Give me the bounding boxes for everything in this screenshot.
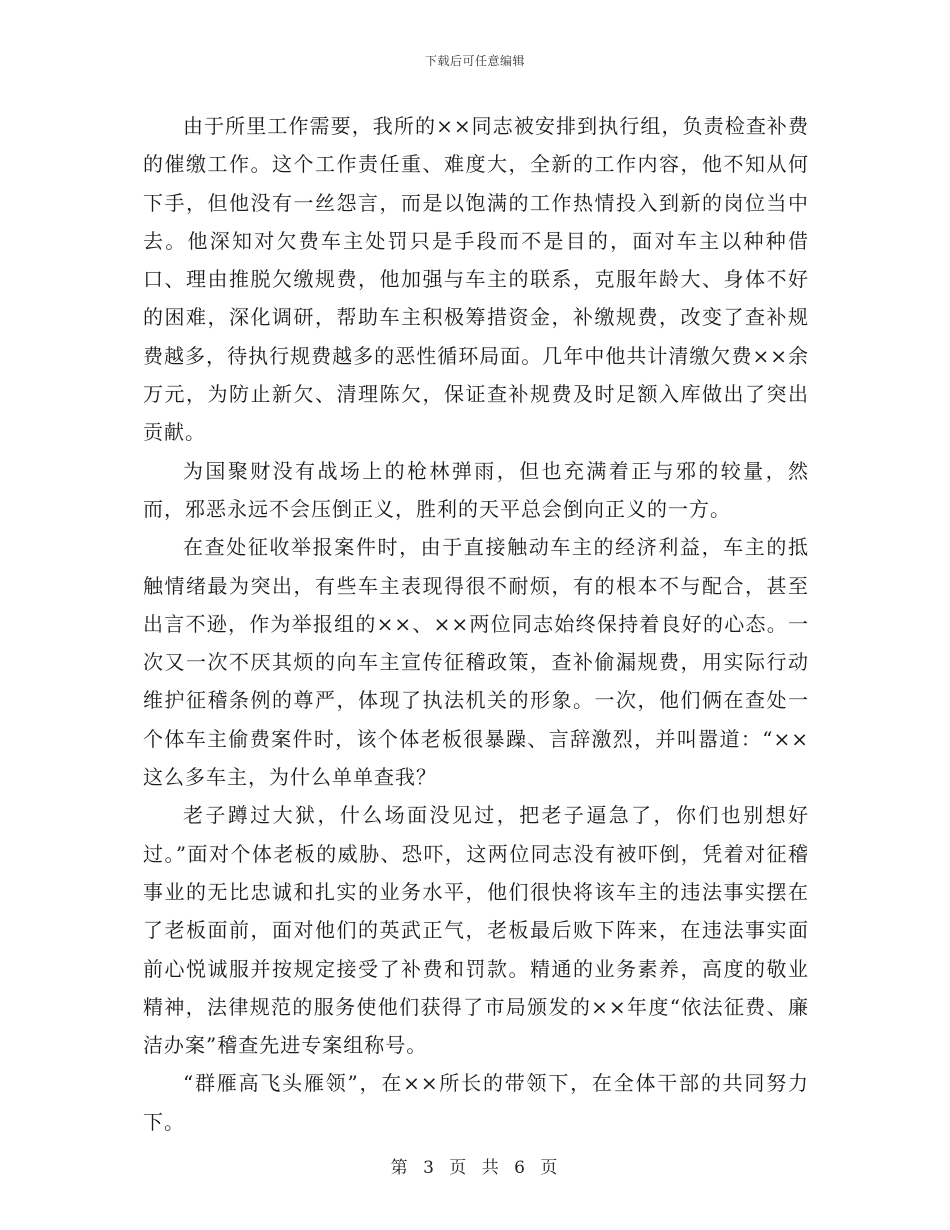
paragraph-1: 由于所里工作需要，我所的××同志被安排到执行组，负责检查补费的催缴工作。这个工作责任重、难度大，全新的工作内容，他不知从何下手，但他没有一丝怨言，而是以饱满的工作热情投入到新的岗位当中去。他深知对欠费车主处罚只是手段而不是目的，面对车主以种种借口、理由推脱欠缴规费，他加强与车主的联系，克服年龄大、身体不好的困难，深化调研，帮助车主积极筹措资金，补缴规费，改变了查补规费越多，待执行规费越多的恶性循环局面。几年中他共计清缴欠费××余万元，为防止新欠、清理陈欠，保证查补规费及时足额入库做出了突出贡献。	[143, 114, 809, 445]
footer-current-page: 3	[423, 1158, 436, 1178]
page-header: 下载后可任意编辑	[424, 54, 525, 68]
paragraph-4: 老子蹲过大狱，什么场面没见过，把老子逼急了，你们也别想好过。”面对个体老板的威胁、恐吓，这两位同志没有被吓倒，凭着对征稽事业的无比忠诚和扎实的业务水平，他们很快将该车主的违法事实摆在了老板面前，面对他们的英武正气，老板最后败下阵来，在违法事实面前心悦诚服并按规定接受了补费和罚款。精通的业务素养，高度的敬业精神，法律规范的服务使他们获得了市局颁发的××年度“依法征费、廉洁办案”稽查先进专案组称号。	[143, 803, 809, 1058]
footer-total-word: 共	[481, 1158, 501, 1178]
paragraph-3: 在查处征收举报案件时，由于直接触动车主的经济利益，车主的抵触情绪最为突出，有些车主表现得很不耐烦，有的根本不与配合，甚至出言不逊，作为举报组的××、××两位同志始终保持着良好的心态。一次又一次不厌其烦的向车主宣传征稽政策，查补偷漏规费，用实际行动维护征稽条例的尊严，体现了执法机关的形象。一次，他们俩在查处一个体车主偷费案件时，该个体老板很暴躁、言辞激烈，并叫嚣道：“××这么多车主，为什么单单查我？	[143, 535, 809, 790]
page-footer	[0, 1153, 950, 1178]
paragraph-2: 为国聚财没有战场上的枪林弹雨，但也充满着正与邪的较量，然而，邪恶永远不会压倒正义，胜利的天平总会倒向正义的一方。	[143, 458, 809, 521]
footer-total-pages: 6	[514, 1158, 527, 1178]
footer-suffix: 页	[540, 1158, 560, 1178]
footer-page-word: 页	[449, 1158, 469, 1178]
document-body	[143, 107, 809, 1141]
footer-prefix: 第	[390, 1158, 410, 1178]
paragraph-5: “群雁高飞头雁领”，在××所长的带领下，在全体干部的共同努力下。	[143, 1071, 809, 1134]
